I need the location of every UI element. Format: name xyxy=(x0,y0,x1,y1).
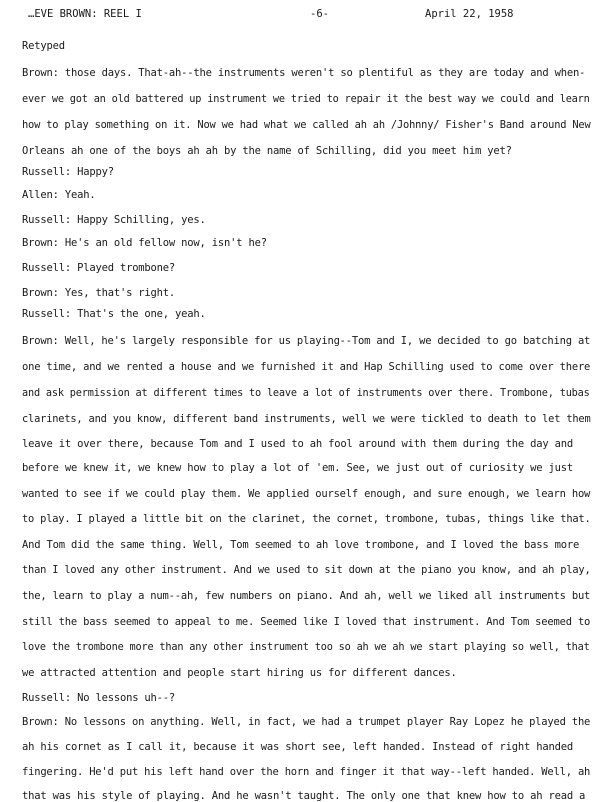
retyped-note: Retyped xyxy=(22,40,65,52)
transcript-line: Brown: Yes, that's right. xyxy=(22,287,176,299)
transcript-line: one time, and we rented a house and we furnished it and Hap Schilling used to come over there xyxy=(22,361,591,373)
transcript-line: leave it over there, because Tom and I used to ah fool around with them during the day and xyxy=(22,438,573,450)
transcript-line: Russell: Happy Schilling, yes. xyxy=(22,214,206,226)
transcript-line: the, learn to play a num--ah, few numbers on piano. And ah, well we liked all instruments but xyxy=(22,590,591,602)
header-date: April 22, 1958 xyxy=(425,8,514,20)
transcript-line: Orleans ah one of the boys ah ah by the name of Schilling, did you meet him yet? xyxy=(22,145,512,157)
transcript-line: we attracted attention and people start hiring us for different dances. xyxy=(22,667,457,679)
transcript-line: than I loved any other instrument. And we used to sit down at the piano you know, and ah play, xyxy=(22,564,591,576)
transcript-line: and ask permission at different times to leave a lot of instruments over there. Trombone, tubas xyxy=(22,387,590,399)
transcript-line: wanted to see if we could play them. We applied ourself enough, and sure enough, we learn how xyxy=(22,488,591,500)
transcript-line: still the bass seemed to appeal to me. Seemed like I loved that instrument. And Tom seemed to xyxy=(22,616,591,628)
transcript-line: love the trombone more than any other instrument too so ah we ah we start playing so well, that xyxy=(22,641,590,653)
transcript-line: Russell: Happy? xyxy=(22,166,114,178)
transcript-line: to play. I played a little bit on the clarinet, the cornet, trombone, tubas, things like that. xyxy=(22,513,591,525)
transcript-line: clarinets, and you know, different band instruments, well we were tickled to death to let them xyxy=(22,413,591,425)
header-title: …EVE BROWN: REEL I xyxy=(28,8,142,20)
transcript-line: ah his cornet as I call it, because it was short see, left handed. Instead of right handed xyxy=(22,741,573,753)
page-number: -6- xyxy=(310,8,329,20)
transcript-line: Brown: He's an old fellow now, isn't he? xyxy=(22,237,267,249)
transcript-line: ever we got an old battered up instrument we tried to repair it the best way we could and learn xyxy=(22,93,590,105)
transcript-line: that was his style of playing. And he wasn't taught. The only one that knew how to ah read a xyxy=(22,790,586,802)
transcript-line: Russell: No lessons uh--? xyxy=(22,692,176,704)
transcript-line: Brown: those days. That-ah--the instruments weren't so plentiful as they are today and when- xyxy=(22,67,586,79)
transcript-line: before we knew it, we knew how to play a lot of 'em. See, we just out of curiosity we just xyxy=(22,462,573,474)
transcript-line: Brown: Well, he's largely responsible for us playing--Tom and I, we decided to go batching at xyxy=(22,335,591,347)
transcript-line: fingering. He'd put his left hand over the horn and finger it that way--left handed. Well, ah xyxy=(22,766,591,778)
transcript-line: how to play something on it. Now we had what we called ah ah /Johnny/ Fisher's Band around New xyxy=(22,119,591,131)
transcript-line: And Tom did the same thing. Well, Tom seemed to ah love trombone, and I loved the bass more xyxy=(22,539,580,551)
transcript-line: Russell: Played trombone? xyxy=(22,262,176,274)
transcript-line: Russell: That's the one, yeah. xyxy=(22,308,206,320)
transcript-line: Brown: No lessons on anything. Well, in fact, we had a trumpet player Ray Lopez he played the xyxy=(22,716,591,728)
transcript-line: Allen: Yeah. xyxy=(22,189,96,201)
